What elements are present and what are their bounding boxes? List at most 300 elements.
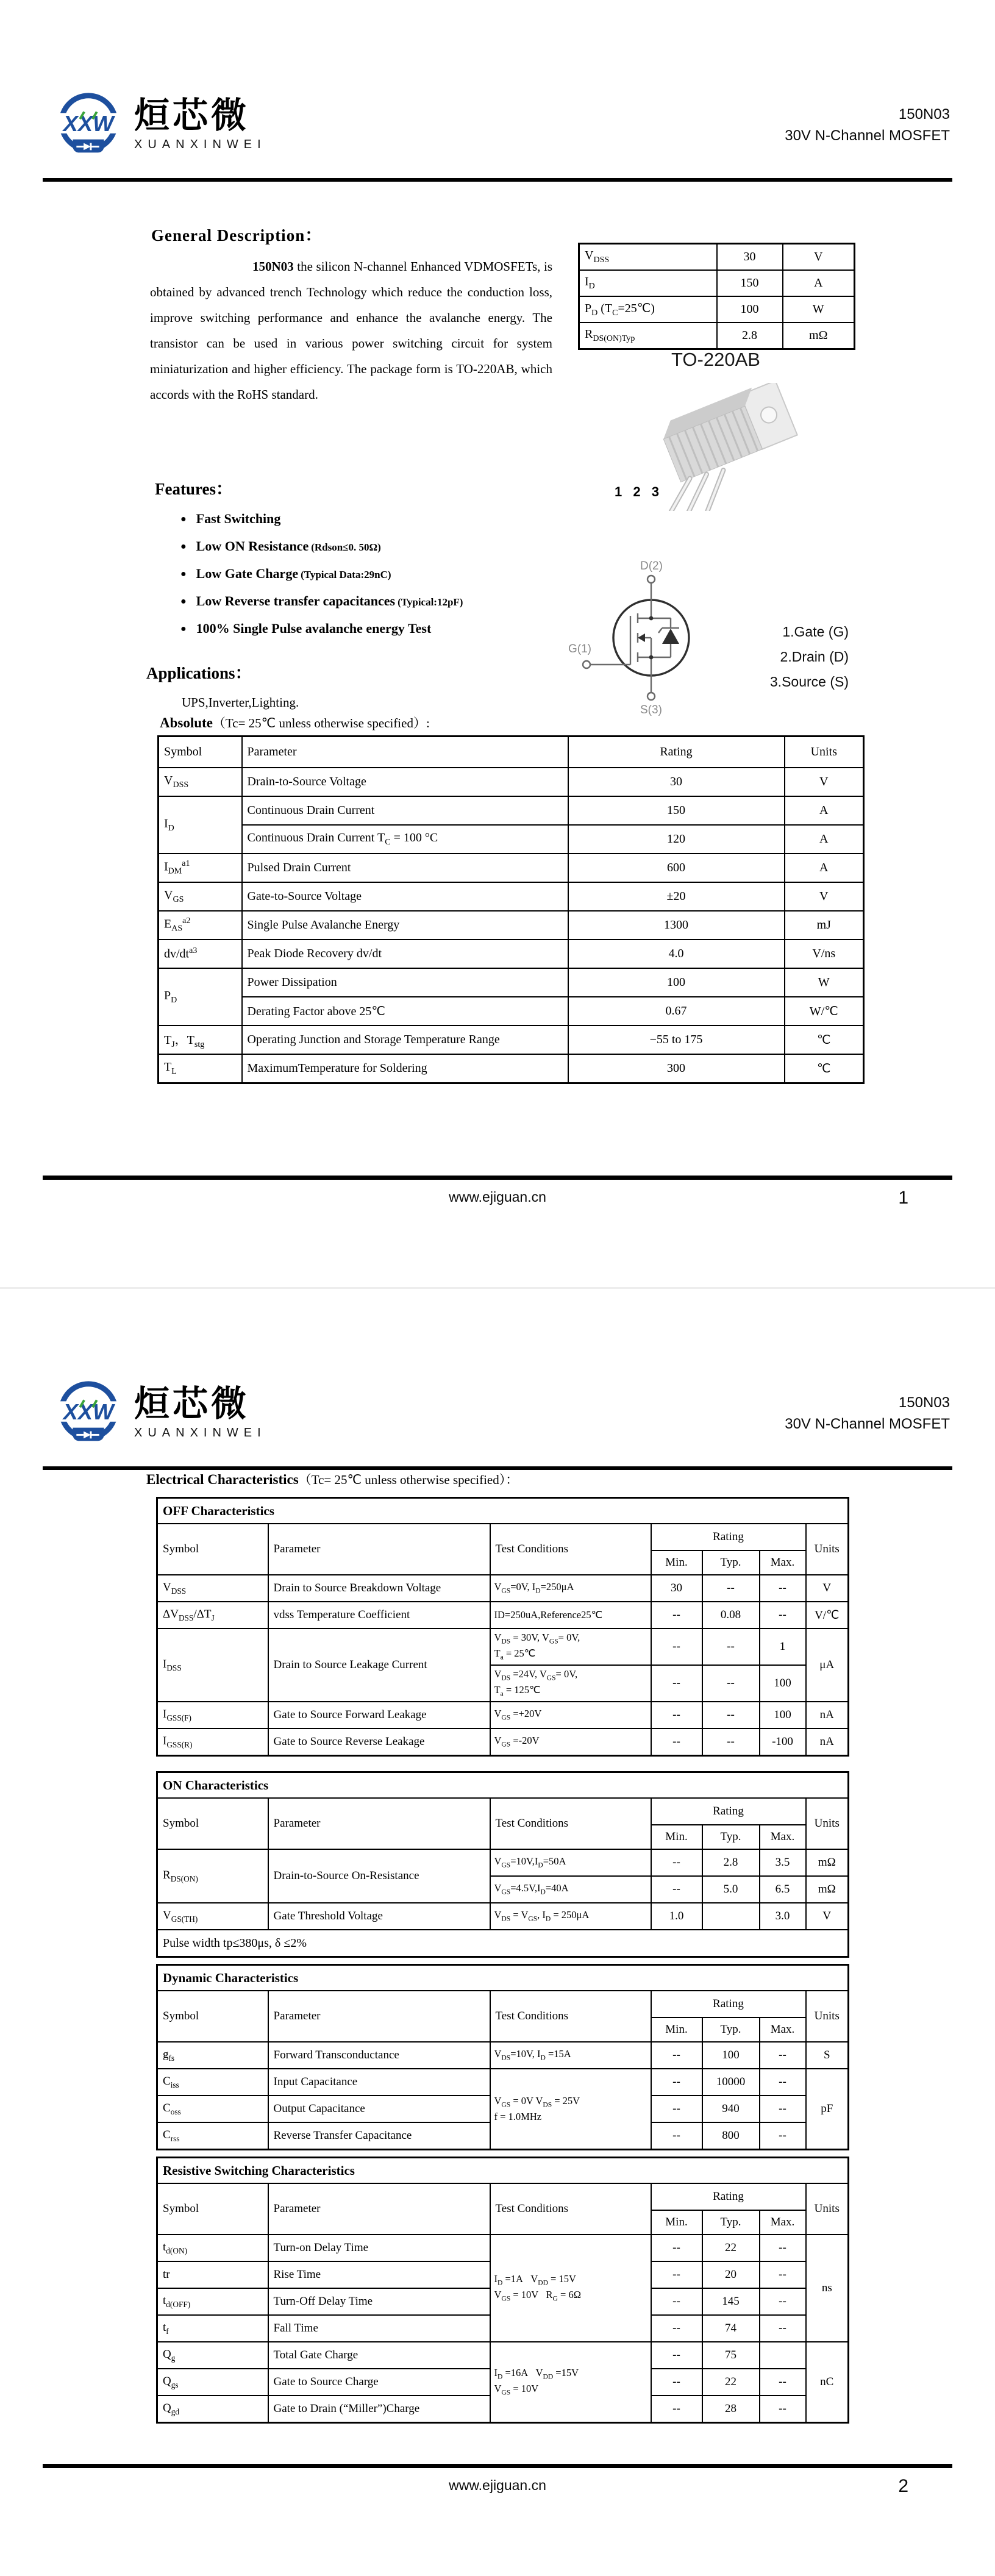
col-header: Units <box>806 2183 849 2235</box>
table-row <box>157 1729 849 1756</box>
absolute-title-lead: Absolute <box>160 715 213 730</box>
source-terminal-label: S(3) <box>640 704 662 716</box>
symbol-cell: $P_D$ <box>159 968 242 1026</box>
ec-title-lead: Electrical Characteristics <box>146 1472 299 1487</box>
table-row <box>157 1602 849 1629</box>
table-title-row <box>157 1498 849 1524</box>
symbol-cell: $I_{DM}^{a1}$ <box>159 854 242 882</box>
symbol-cell: $t_f$ <box>157 2315 268 2342</box>
absolute-ratings-title <box>160 713 430 732</box>
symbol-cell: $E_{AS}^{a2}$ <box>159 911 242 940</box>
symbol-cell: $T_J$，$T_{stg}$ <box>159 1026 242 1054</box>
table-row <box>579 323 855 349</box>
col-header: Units <box>806 1798 849 1849</box>
features-list <box>180 511 571 648</box>
value-cell: 30 <box>717 244 783 271</box>
table-row <box>159 1054 864 1083</box>
typ-cell: 5.0 <box>702 1876 760 1903</box>
units-cell: V <box>785 882 864 911</box>
part-subtitle: 30V N-Channel MOSFET <box>785 1416 950 1432</box>
max-cell: -- <box>760 1575 806 1602</box>
units-cell: nC <box>806 2342 849 2423</box>
list-item <box>180 593 571 609</box>
typ-cell: 2.8 <box>702 1849 760 1876</box>
units-cell: W <box>783 296 855 323</box>
symbol-cell: $I_D$ <box>159 796 242 854</box>
table-title-row <box>157 1965 849 1991</box>
units-cell: ℃ <box>785 1054 864 1083</box>
units-cell: V/℃ <box>806 1602 849 1629</box>
test-conditions-cell: $V_{GS}=0V$, $I_D=250\mu A$ <box>490 1575 651 1602</box>
part-subtitle: 30V N-Channel MOSFET <box>785 127 950 144</box>
col-header: Test Conditions <box>490 1524 651 1575</box>
table-header-row <box>157 1991 849 2018</box>
parameter-cell: Operating Junction and Storage Temperature Range <box>242 1026 568 1054</box>
rating-cell: −55 to 175 <box>568 1026 785 1054</box>
table-row <box>159 940 864 968</box>
value-cell: 2.8 <box>717 323 783 349</box>
general-description-title: General Description： <box>151 226 323 244</box>
max-cell: -- <box>760 2261 806 2288</box>
col-header: Parameter <box>268 1798 490 1849</box>
footer-rule <box>43 1176 952 1180</box>
units-cell: nA <box>806 1702 849 1729</box>
symbol-cell: $Q_{gd}$ <box>157 2396 268 2423</box>
applications-text: UPS,Inverter,Lighting. <box>182 695 299 710</box>
max-cell: -- <box>760 2122 806 2150</box>
list-item <box>180 538 571 554</box>
col-header: Test Conditions <box>490 1991 651 2042</box>
table-row <box>157 1903 849 1930</box>
rating-cell: ±20 <box>568 882 785 911</box>
col-header: Symbol <box>159 737 242 768</box>
parameter-cell: Fall Time <box>268 2315 490 2342</box>
mosfet-symbol-diagram <box>566 560 736 718</box>
table-row <box>159 911 864 940</box>
typ-cell: 75 <box>702 2342 760 2369</box>
typ-cell: 800 <box>702 2122 760 2150</box>
max-cell: 3.5 <box>760 1849 806 1876</box>
bullet-icon: ● <box>180 514 187 524</box>
to-220ab-package-image <box>610 383 829 511</box>
package-name-label: TO-220AB <box>671 349 760 370</box>
typ-cell: 100 <box>702 2042 760 2069</box>
footer-website: www.ejiguan.cn <box>449 1189 546 1205</box>
rating-cell: 0.67 <box>568 997 785 1026</box>
bullet-icon: ● <box>180 596 187 607</box>
bullet-icon: ● <box>180 624 187 634</box>
min-cell: -- <box>651 1665 702 1702</box>
parameter-cell: Drain to Source Leakage Current <box>268 1629 490 1702</box>
units-cell: A <box>785 796 864 825</box>
parameter-cell: Continuous Drain Current <box>242 796 568 825</box>
parameter-cell: vdss Temperature Coefficient <box>268 1602 490 1629</box>
symbol-cell: tr <box>157 2261 268 2288</box>
parameter-cell: Reverse Transfer Capacitance <box>268 2122 490 2150</box>
max-cell: -- <box>760 2235 806 2261</box>
parameter-cell: Rise Time <box>268 2261 490 2288</box>
col-header: Max. <box>760 2018 806 2042</box>
symbol-cell: $Q_g$ <box>157 2342 268 2369</box>
symbol-cell: $\Delta V_{DSS}/\Delta T_J$ <box>157 1602 268 1629</box>
symbol-cell: $V_{DSS}$ <box>579 244 717 271</box>
typ-cell: 10000 <box>702 2069 760 2096</box>
min-cell: -- <box>651 2315 702 2342</box>
table-row <box>157 1629 849 1665</box>
col-header: Rating <box>651 1991 806 2018</box>
package-pin-numbers: 1 2 3 <box>615 484 663 499</box>
typ-cell: 22 <box>702 2369 760 2396</box>
rating-cell: 1300 <box>568 911 785 940</box>
symbol-cell: $I_{DSS}$ <box>157 1629 268 1702</box>
section-title-cell: ON Characteristics <box>157 1772 849 1799</box>
brand-name-chinese: 烜芯微 <box>134 96 250 135</box>
symbol-cell: $C_{iss}$ <box>157 2069 268 2096</box>
max-cell: 1 <box>760 1629 806 1665</box>
col-header: Typ. <box>702 2210 760 2235</box>
resistive-switching-table <box>156 2157 849 2424</box>
max-cell: -- <box>760 2315 806 2342</box>
units-cell: W/℃ <box>785 997 864 1026</box>
header-rule <box>43 178 952 182</box>
col-header: Symbol <box>157 2183 268 2235</box>
test-conditions-cell: $V_{GS}=10V,I_D=50A$ <box>490 1849 651 1876</box>
parameter-cell: Continuous Drain Current $T_C = 100$ °C <box>242 825 568 854</box>
table-row <box>157 2069 849 2096</box>
min-cell: -- <box>651 1702 702 1729</box>
pin-legend <box>744 619 849 694</box>
parameter-cell: Output Capacitance <box>268 2096 490 2122</box>
col-header: Symbol <box>157 1524 268 1575</box>
test-conditions-cell: $V_{GS}=4.5V,I_D=40A$ <box>490 1876 651 1903</box>
dynamic-characteristics-table <box>156 1964 849 2150</box>
table-row <box>159 968 864 997</box>
max-cell: -- <box>760 2288 806 2315</box>
units-cell: mJ <box>785 911 864 940</box>
test-conditions-cell: $V_{DS}=10V$, $I_D =15A$ <box>490 2042 651 2069</box>
max-cell: -- <box>760 2069 806 2096</box>
brand-name-english: XUANXINWEI <box>134 138 266 151</box>
symbol-cell: $V_{GS(TH)}$ <box>157 1903 268 1930</box>
min-cell: -- <box>651 2369 702 2396</box>
col-header: Units <box>806 1991 849 2042</box>
feature-note: (Rdson≤0. 50Ω) <box>311 541 381 553</box>
units-cell: A <box>785 854 864 882</box>
pin-legend-gate: 1.Gate (G) <box>782 624 849 640</box>
min-cell: -- <box>651 2261 702 2288</box>
symbol-cell: $R_{DS(ON)Typ}$ <box>579 323 717 349</box>
absolute-maximum-ratings-table <box>157 735 865 1084</box>
table-row <box>159 825 864 854</box>
col-header: Units <box>806 1524 849 1575</box>
off-characteristics-table <box>156 1497 849 1757</box>
parameter-cell: Gate-to-Source Voltage <box>242 882 568 911</box>
symbol-cell: $R_{DS(ON)}$ <box>157 1849 268 1903</box>
col-header: Test Conditions <box>490 1798 651 1849</box>
part-number: 150N03 <box>898 1394 950 1411</box>
bullet-icon: ● <box>180 541 187 552</box>
test-conditions-cell: $V_{GS} =-20V$ <box>490 1729 651 1756</box>
brand-name-english: XUANXINWEI <box>134 1426 266 1440</box>
table-row <box>159 997 864 1026</box>
units-cell: pF <box>806 2069 849 2150</box>
parameter-cell: Gate to Source Reverse Leakage <box>268 1729 490 1756</box>
typ-cell: 145 <box>702 2288 760 2315</box>
symbol-cell: $V_{DSS}$ <box>157 1575 268 1602</box>
table-row <box>157 2042 849 2069</box>
symbol-cell: $I_{GSS(F)}$ <box>157 1702 268 1729</box>
min-cell: -- <box>651 1629 702 1665</box>
feature-text: Fast Switching <box>196 511 281 526</box>
col-header: Typ. <box>702 1825 760 1849</box>
test-conditions-cell: $V_{GS} =+20V$ <box>490 1702 651 1729</box>
test-conditions-cell: $V_{GS} = 0V$ $V_{DS} = 25V$ f = 1.0MHz <box>490 2069 651 2150</box>
max-cell: -- <box>760 2096 806 2122</box>
parameter-cell: Pulsed Drain Current <box>242 854 568 882</box>
typ-cell: 0.08 <box>702 1602 760 1629</box>
units-cell: S <box>806 2042 849 2069</box>
min-cell: -- <box>651 1849 702 1876</box>
table-header-row <box>157 2183 849 2210</box>
units-cell: A <box>785 825 864 854</box>
feature-note: (Typical:12pF) <box>398 596 463 608</box>
col-header: Min. <box>651 1550 702 1575</box>
max-cell: -- <box>760 2042 806 2069</box>
col-header: Typ. <box>702 2018 760 2042</box>
table-row <box>159 796 864 825</box>
ec-title-conditions: （Tc= 25℃ unless otherwise specified）： <box>298 1472 519 1487</box>
page-number: 1 <box>898 1188 908 1208</box>
document-header-right <box>785 1392 950 1435</box>
units-cell: W <box>785 968 864 997</box>
bullet-icon: ● <box>180 569 187 579</box>
section-title-cell: Resistive Switching Characteristics <box>157 2158 849 2184</box>
col-header: Symbol <box>157 1991 268 2042</box>
symbol-cell: $C_{oss}$ <box>157 2096 268 2122</box>
col-header: Test Conditions <box>490 2183 651 2235</box>
on-characteristics-table <box>156 1771 849 1958</box>
parameter-cell: Drain-to-Source On-Resistance <box>268 1849 490 1903</box>
typ-cell: 22 <box>702 2235 760 2261</box>
col-header: Max. <box>760 2210 806 2235</box>
brand-logo-icon <box>52 1377 124 1449</box>
part-number-inline: 150N03 <box>252 259 294 274</box>
document-header-right <box>785 104 950 146</box>
symbol-cell: $V_{GS}$ <box>159 882 242 911</box>
symbol-cell: $t_{d(OFF)}$ <box>157 2288 268 2315</box>
value-cell: 100 <box>717 296 783 323</box>
units-cell: nA <box>806 1729 849 1756</box>
min-cell: -- <box>651 2042 702 2069</box>
typ-cell: 28 <box>702 2396 760 2423</box>
table-row <box>159 1026 864 1054</box>
typ-cell <box>702 1903 760 1930</box>
section-title-cell: OFF Characteristics <box>157 1498 849 1524</box>
min-cell: -- <box>651 2288 702 2315</box>
brand-header <box>52 89 266 161</box>
table-header-row <box>157 1524 849 1550</box>
symbol-cell: $dv/dt^{a3}$ <box>159 940 242 968</box>
pin-legend-source: 3.Source (S) <box>769 674 849 690</box>
value-cell: 150 <box>717 270 783 296</box>
symbol-cell: $V_{DSS}$ <box>159 768 242 796</box>
gate-terminal-label: G(1) <box>568 643 591 655</box>
feature-note: (Typical Data:29nC) <box>301 569 391 580</box>
rating-cell: 150 <box>568 796 785 825</box>
drain-terminal-label: D(2) <box>640 560 663 573</box>
table-note-row <box>157 1930 849 1957</box>
footer-rule <box>43 2464 952 2468</box>
col-header: Rating <box>568 737 785 768</box>
rating-cell: 30 <box>568 768 785 796</box>
typ-cell: -- <box>702 1729 760 1756</box>
table-row <box>157 1702 849 1729</box>
min-cell: -- <box>651 1602 702 1629</box>
col-header: Parameter <box>242 737 568 768</box>
parameter-cell: Turn-Off Delay Time <box>268 2288 490 2315</box>
section-title-cell: Dynamic Characteristics <box>157 1965 849 1991</box>
general-description-paragraph <box>150 254 552 407</box>
parameter-cell: Turn-on Delay Time <box>268 2235 490 2261</box>
symbol-cell: $I_{GSS(R)}$ <box>157 1729 268 1756</box>
test-conditions-cell: $V_{DS} = 30V$, $V_{GS}= 0V$, $T_a$ = 25℃ <box>490 1629 651 1665</box>
electrical-characteristics-title <box>146 1470 518 1488</box>
table-row <box>157 1849 849 1876</box>
test-conditions-cell: $I_D =1A$ $V_{DD} = 15V$ $V_{GS} = 10V$ $R_G = 6\Omega$ <box>490 2235 651 2342</box>
units-cell: V/ns <box>785 940 864 968</box>
parameter-cell: MaximumTemperature for Soldering <box>242 1054 568 1083</box>
typ-cell: 74 <box>702 2315 760 2342</box>
table-row <box>159 854 864 882</box>
rating-cell: 120 <box>568 825 785 854</box>
brand-text <box>134 98 266 152</box>
col-header: Parameter <box>268 1991 490 2042</box>
parameter-cell: Forward Transconductance <box>268 2042 490 2069</box>
table-row <box>579 244 855 271</box>
pulse-width-note: Pulse width tp≤380μs, δ ≤2% <box>157 1930 849 1957</box>
parameter-cell: Gate to Source Charge <box>268 2369 490 2396</box>
min-cell: -- <box>651 2069 702 2096</box>
key-ratings-table <box>578 243 855 350</box>
table-row <box>157 1575 849 1602</box>
min-cell: 30 <box>651 1575 702 1602</box>
rating-cell: 300 <box>568 1054 785 1083</box>
parameter-cell: Drain-to-Source Voltage <box>242 768 568 796</box>
units-cell: mΩ <box>806 1876 849 1903</box>
table-title-row <box>157 2158 849 2184</box>
parameter-cell: Power Dissipation <box>242 968 568 997</box>
min-cell: -- <box>651 1729 702 1756</box>
units-cell: V <box>806 1903 849 1930</box>
min-cell: -- <box>651 2096 702 2122</box>
max-cell: 100 <box>760 1702 806 1729</box>
rating-cell: 100 <box>568 968 785 997</box>
test-conditions-cell: $V_{DS} = V_{GS}$, $I_D = 250\mu A$ <box>490 1903 651 1930</box>
parameter-cell: Derating Factor above 25℃ <box>242 997 568 1026</box>
brand-logo-icon <box>52 89 124 161</box>
max-cell: 3.0 <box>760 1903 806 1930</box>
col-header: Rating <box>651 1798 806 1825</box>
list-item <box>180 621 571 637</box>
absolute-title-conditions: （Tc= 25℃ unless otherwise specified）: <box>212 716 430 730</box>
min-cell: -- <box>651 2122 702 2150</box>
symbol-cell: $C_{rss}$ <box>157 2122 268 2150</box>
col-header: Min. <box>651 1825 702 1849</box>
units-cell: μA <box>806 1629 849 1702</box>
parameter-cell: Peak Diode Recovery dv/dt <box>242 940 568 968</box>
table-row <box>579 270 855 296</box>
pin-legend-drain: 2.Drain (D) <box>780 649 849 665</box>
typ-cell: -- <box>702 1702 760 1729</box>
min-cell: -- <box>651 2396 702 2423</box>
feature-text: 100% Single Pulse avalanche energy Test <box>196 621 432 636</box>
units-cell: V <box>806 1575 849 1602</box>
col-header: Symbol <box>157 1798 268 1849</box>
typ-cell: -- <box>702 1629 760 1665</box>
part-number: 150N03 <box>898 106 950 123</box>
symbol-cell: $T_L$ <box>159 1054 242 1083</box>
max-cell <box>760 2342 806 2369</box>
col-header: Rating <box>651 2183 806 2210</box>
page-number: 2 <box>898 2476 908 2496</box>
min-cell: -- <box>651 2235 702 2261</box>
parameter-cell: Total Gate Charge <box>268 2342 490 2369</box>
parameter-cell: Input Capacitance <box>268 2069 490 2096</box>
parameter-cell: Gate Threshold Voltage <box>268 1903 490 1930</box>
list-item <box>180 511 571 527</box>
units-cell: V <box>785 768 864 796</box>
units-cell: mΩ <box>783 323 855 349</box>
rating-cell: 600 <box>568 854 785 882</box>
col-header: Max. <box>760 1825 806 1849</box>
units-cell: A <box>783 270 855 296</box>
table-row <box>157 2235 849 2261</box>
logo-letters: XXW <box>63 110 114 136</box>
parameter-cell: Single Pulse Avalanche Energy <box>242 911 568 940</box>
col-header: Parameter <box>268 2183 490 2235</box>
max-cell: -100 <box>760 1729 806 1756</box>
features-title: Features： <box>155 480 232 498</box>
feature-text: Low ON Resistance <box>196 538 309 554</box>
typ-cell: -- <box>702 1575 760 1602</box>
min-cell: 1.0 <box>651 1903 702 1930</box>
symbol-cell: $P_D$ $(T_C=25℃)$ <box>579 296 717 323</box>
min-cell: -- <box>651 1876 702 1903</box>
parameter-cell: Drain to Source Breakdown Voltage <box>268 1575 490 1602</box>
max-cell: -- <box>760 2369 806 2396</box>
feature-text: Low Reverse transfer capacitances <box>196 593 396 608</box>
units-cell: mΩ <box>806 1849 849 1876</box>
table-row <box>579 296 855 323</box>
max-cell: -- <box>760 1602 806 1629</box>
test-conditions-cell: $V_{DS} =24V$, $V_{GS}= 0V$, $T_a$ = 125℃ <box>490 1665 651 1702</box>
symbol-cell: $t_{d(ON)}$ <box>157 2235 268 2261</box>
typ-cell: 20 <box>702 2261 760 2288</box>
table-row <box>159 768 864 796</box>
col-header: Min. <box>651 2210 702 2235</box>
units-cell: ℃ <box>785 1026 864 1054</box>
datasheet-page-2 <box>0 1288 995 2576</box>
table-header-row <box>159 737 864 768</box>
rating-cell: 4.0 <box>568 940 785 968</box>
col-header: Units <box>785 737 864 768</box>
symbol-cell: $I_D$ <box>579 270 717 296</box>
symbol-cell: $Q_{gs}$ <box>157 2369 268 2396</box>
table-row <box>159 882 864 911</box>
feature-text: Low Gate Charge <box>196 566 299 581</box>
brand-header <box>52 1377 266 1449</box>
parameter-cell: Gate to Drain (“Miller”)Charge <box>268 2396 490 2423</box>
